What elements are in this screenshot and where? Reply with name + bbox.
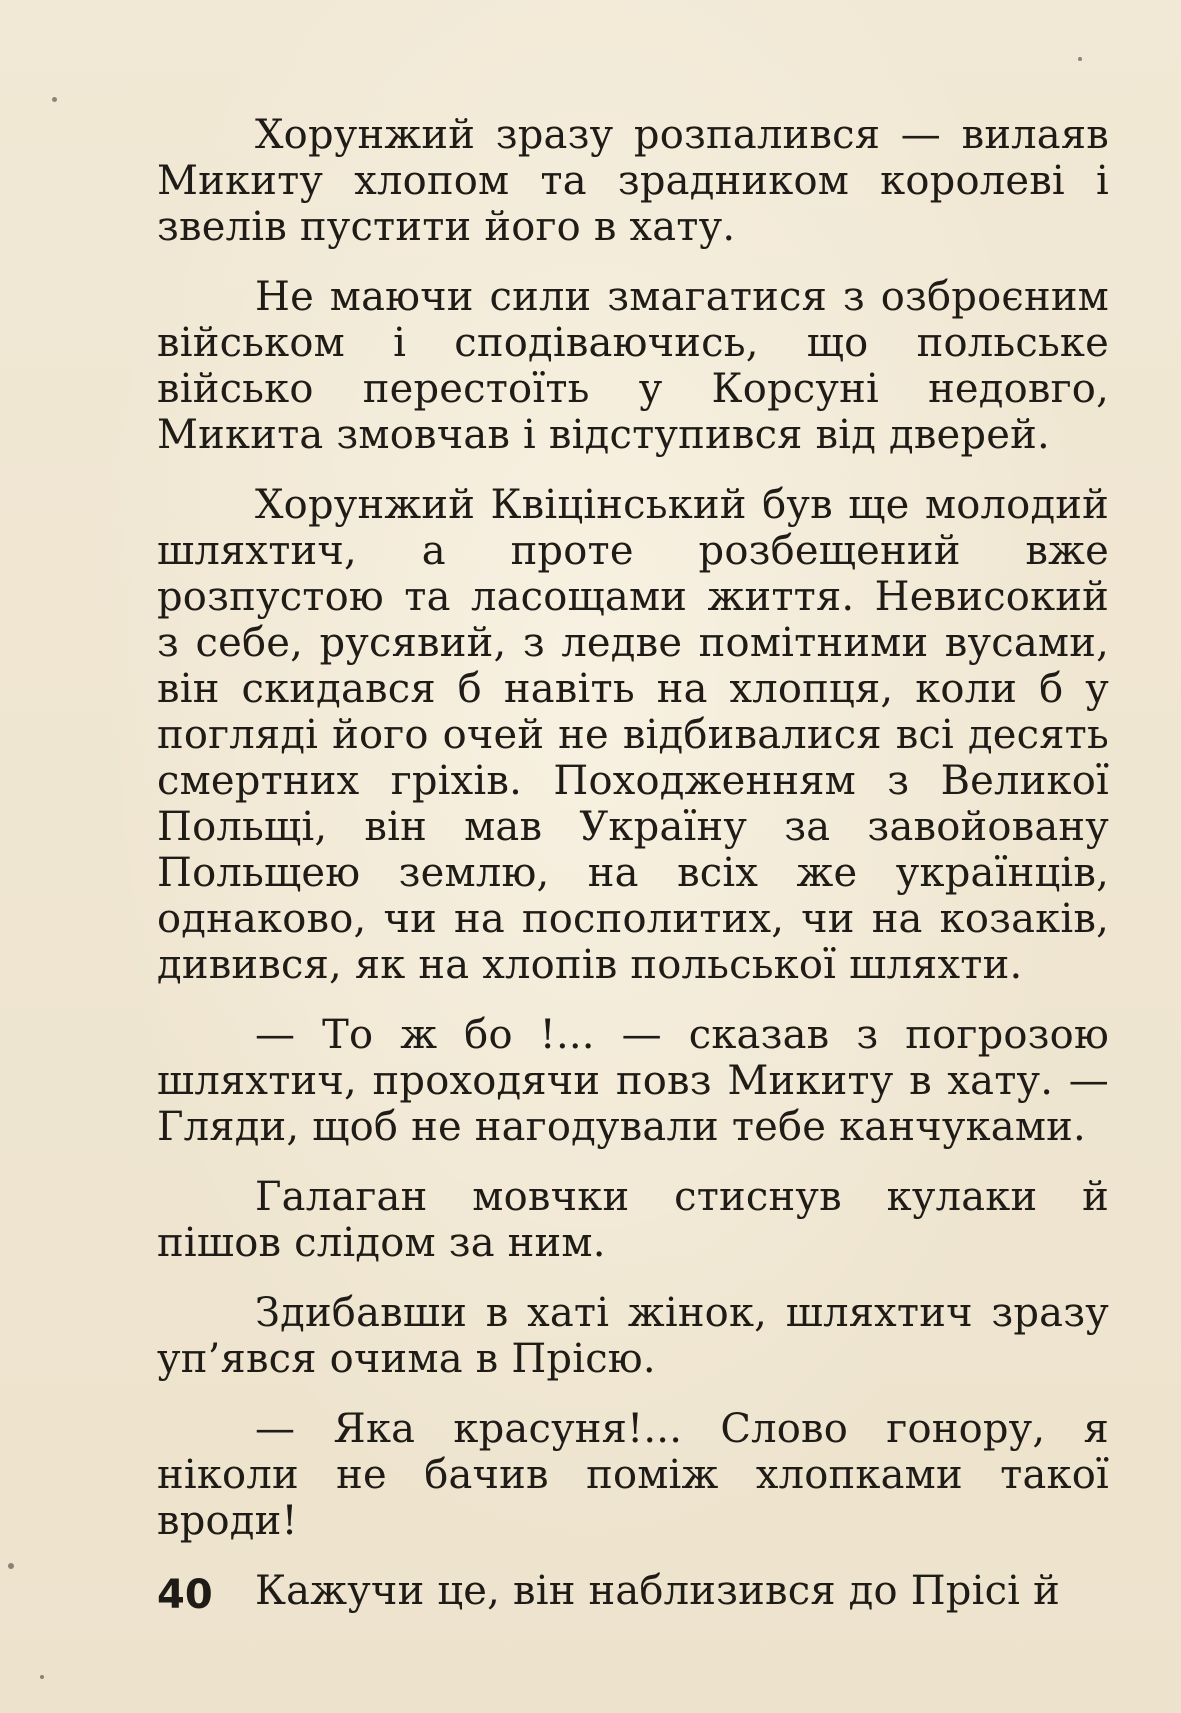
- body-text: [157, 112, 1109, 1614]
- paper-speck: [1078, 57, 1082, 61]
- paragraph: Кажучи це, він наблизився до Прісі й: [255, 1568, 1060, 1614]
- paragraph: Хорунжий Квіцінський був ще молодий шляхтич, а проте розбещений вже розпустою та ласощами життя. Невисокий з себе, русявий, з ледве помітними вусами, він скидався б навіть на хлопця, коли б у погляді його очей не відбивалися всі десять смертних гріхів. Походженням з Великої Польщі, він мав Україну за завойовану Польщею землю, на всіх же українців, однаково, чи на посполитих, чи на козаків, дивився, як на хлопів польської шляхти.: [157, 482, 1109, 988]
- page-number: 40: [157, 1572, 213, 1618]
- paragraph: Галаган мовчки стиснув кулаки й пішов слідом за ним.: [157, 1174, 1109, 1266]
- paragraph: Хорунжий зразу розпалився — вилаяв Микиту хлопом та зрадником королеві і звелів пустити його в хату.: [157, 112, 1109, 250]
- paragraph: Не маючи сили змагатися з озброєним військом і сподіваючись, що польське військо перестоїть у Корсуні недовго, Микита змовчав і відступився від дверей.: [157, 274, 1109, 458]
- paragraph: — Яка красуня!... Слово гонору, я ніколи не бачив поміж хлопками такої вроди!: [157, 1406, 1109, 1544]
- paper-speck: [8, 1563, 14, 1569]
- paragraph: — То ж бо !... — сказав з погрозою шляхтич, проходячи повз Микиту в хату. — Гляди, щоб не нагодували тебе канчуками.: [157, 1012, 1109, 1150]
- paper-speck: [40, 1675, 44, 1679]
- paper-speck: [52, 97, 57, 102]
- paragraph: Здибавши в хаті жінок, шляхтич зразу уп’явся очима в Прісю.: [157, 1290, 1109, 1382]
